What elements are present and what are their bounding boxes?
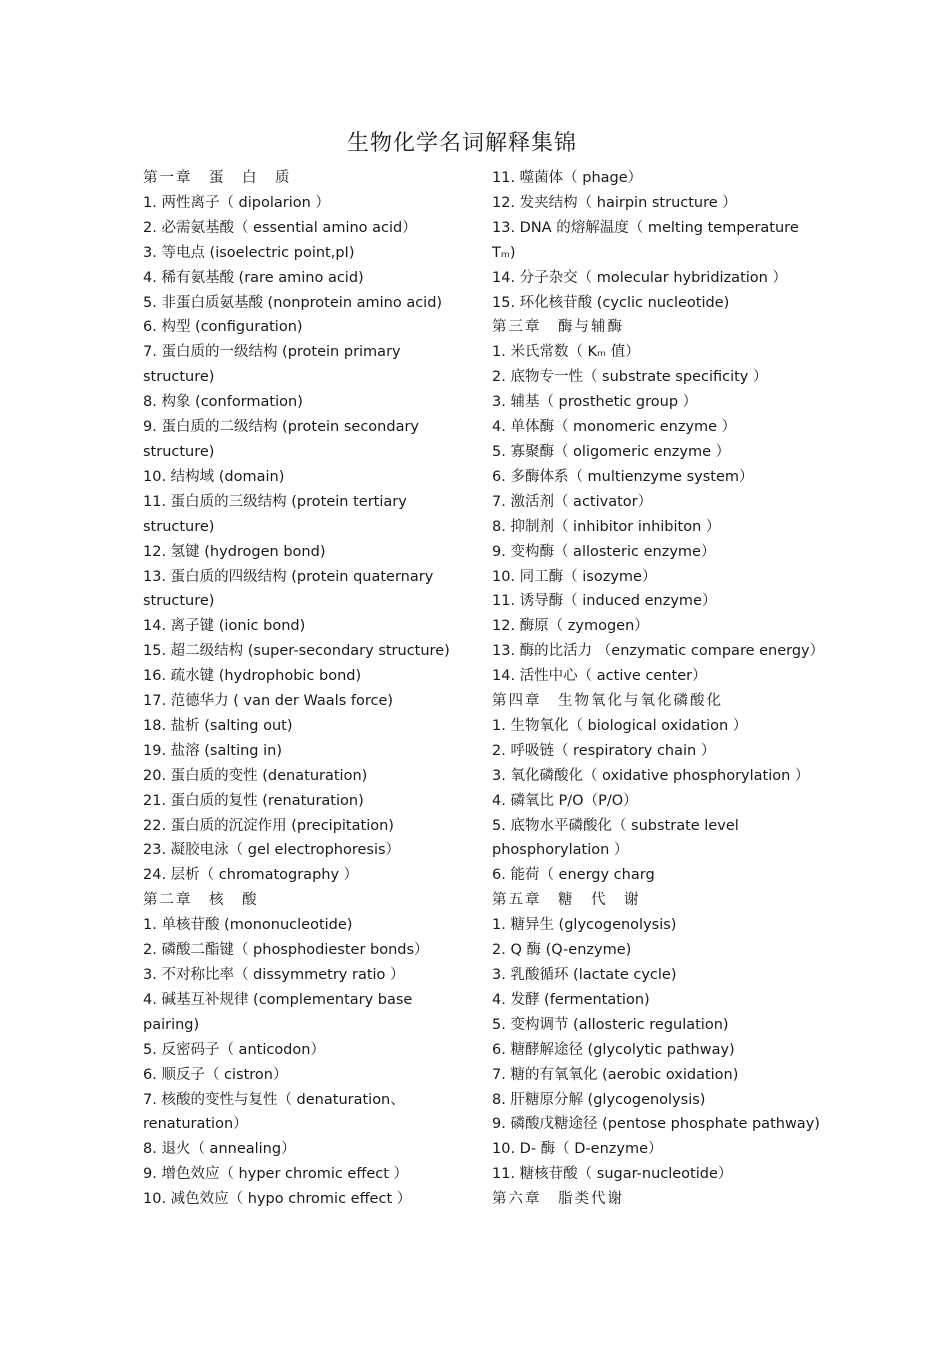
term-line: 5. 反密码子（ anticodon） [143, 1041, 325, 1058]
term-line: 9. 增色效应（ hyper chromic effect ） [143, 1166, 409, 1183]
term-line: 3. 辅基（ prosthetic group ） [492, 394, 698, 411]
term-line: 11. 诱导酶（ induced enzyme） [492, 593, 717, 610]
term-line: 8. 退火（ annealing） [143, 1141, 296, 1158]
term-line: 1. 生物氧化（ biological oxidation ） [492, 717, 748, 734]
term-line: 6. 糖酵解途径 (glycolytic pathway) [492, 1041, 735, 1058]
term-line: 2. 磷酸二酯键（ phosphodiester bonds） [143, 942, 429, 959]
term-line: 5. 非蛋白质氨基酸 (nonprotein amino acid) [143, 294, 443, 311]
term-line: 11. 蛋白质的三级结构 (protein tertiary [143, 493, 407, 510]
right-column [492, 166, 825, 1212]
term-line: 5. 变构调节 (allosteric regulation) [492, 1016, 729, 1033]
term-line: 7. 激活剂（ activator） [492, 493, 653, 510]
term-line: 8. 肝糖原分解 (glycogenolysis) [492, 1091, 706, 1108]
document-title: 生物化学名词解释集锦 [346, 131, 577, 156]
term-line: structure) [143, 518, 215, 535]
term-line: 4. 发酵 (fermentation) [492, 991, 650, 1008]
term-line: 11. 噬菌体（ phage） [492, 170, 643, 186]
term-line: renaturation） [143, 1116, 248, 1133]
term-line: 15. 超二级结构 (super-secondary structure) [143, 643, 450, 660]
term-line: 9. 蛋白质的二级结构 (protein secondary [143, 419, 420, 436]
term-line: 16. 疏水键 (hydrophobic bond) [143, 668, 362, 685]
term-line: structure) [143, 443, 215, 460]
term-line: 10. 结构域 (domain) [143, 468, 285, 485]
term-line: 2. 呼吸链（ respiratory chain ） [492, 742, 716, 759]
chapter-heading: 第四章 生物氧化与氧化磷酸化 [492, 693, 723, 710]
term-line: 1. 单核苷酸 (mononucleotide) [143, 917, 353, 934]
term-line: 22. 蛋白质的沉淀作用 (precipitation) [143, 817, 394, 834]
chapter-heading: 第三章 酶与辅酶 [492, 319, 624, 336]
term-line: 1. 糖异生 (glycogenolysis) [492, 917, 677, 934]
term-line: 13. 酶的比活力 （enzymatic compare energy） [492, 643, 825, 660]
term-line: 14. 活性中心（ active center） [492, 668, 707, 685]
term-line: 12. 氢键 (hydrogen bond) [143, 543, 326, 560]
term-line: 10. 减色效应（ hypo chromic effect ） [143, 1191, 412, 1208]
term-line: 14. 离子键 (ionic bond) [143, 618, 306, 635]
term-line: 3. 等电点 (isoelectric point,pI) [143, 244, 355, 261]
term-line: 20. 蛋白质的变性 (denaturation) [143, 767, 368, 784]
term-line: 11. 糖核苷酸（ sugar-nucleotide） [492, 1166, 733, 1183]
term-line: 3. 乳酸循环 (lactate cycle) [492, 967, 677, 983]
term-line: 1. 两性离子（ dipolarion ） [143, 194, 330, 211]
term-line: 10. 同工酶（ isozyme） [492, 568, 657, 585]
term-line: Tₘ) [492, 244, 516, 261]
term-line: structure) [143, 593, 215, 610]
term-line: 2. 底物专一性（ substrate specificity ） [492, 369, 768, 386]
term-line: 4. 单体酶（ monomeric enzyme ） [492, 419, 737, 436]
term-line: 24. 层析（ chromatography ） [143, 867, 359, 884]
chapter-heading: 第五章 糖 代 谢 [492, 892, 641, 909]
term-line: 8. 抑制剂（ inhibitor inhibiton ） [492, 518, 721, 535]
term-line: 5. 寡聚酶（ oligomeric enzyme ） [492, 443, 731, 460]
term-line: 7. 核酸的变性与复性（ denaturation、 [143, 1091, 405, 1108]
term-line: 9. 变构酶（ allosteric enzyme） [492, 543, 716, 560]
term-line: 13. 蛋白质的四级结构 (protein quaternary [143, 568, 434, 585]
term-line: 6. 能荷（ energy charg [492, 867, 655, 884]
term-line: 14. 分子杂交（ molecular hybridization ） [492, 269, 787, 286]
term-line: 12. 酶原（ zymogen） [492, 618, 649, 635]
term-line: 4. 磷氧比 P/O（P/O） [492, 792, 638, 809]
term-line: 2. Q 酶 (Q-enzyme) [492, 942, 632, 959]
term-line: 3. 不对称比率（ dissymmetry ratio ） [143, 967, 405, 983]
term-line: 9. 磷酸戊糖途径 (pentose phosphate pathway) [492, 1116, 820, 1133]
term-line: 13. DNA 的熔解温度（ melting temperature [492, 219, 799, 236]
chapter-heading: 第六章 脂类代谢 [492, 1191, 624, 1208]
term-line: 1. 米氏常数（ Kₘ 值） [492, 344, 640, 361]
term-line: 7. 糖的有氧氧化 (aerobic oxidation) [492, 1066, 739, 1083]
chapter-heading: 第一章 蛋 白 质 [143, 170, 292, 186]
term-line: 4. 稀有氨基酸 (rare amino acid) [143, 269, 364, 286]
term-line: structure) [143, 369, 215, 386]
term-line: 12. 发夹结构（ hairpin structure ） [492, 194, 737, 211]
term-line: pairing) [143, 1016, 200, 1033]
term-line: 18. 盐析 (salting out) [143, 717, 293, 734]
term-line: 6. 多酶体系（ multienzyme system） [492, 468, 754, 485]
term-line: 8. 构象 (conformation) [143, 394, 303, 411]
left-column [143, 166, 473, 1212]
chapter-heading: 第二章 核 酸 [143, 892, 259, 909]
term-line: 19. 盐溶 (salting in) [143, 742, 282, 759]
term-line: 15. 环化核苷酸 (cyclic nucleotide) [492, 294, 730, 311]
term-line: 3. 氧化磷酸化（ oxidative phosphorylation ） [492, 767, 810, 784]
term-line: 17. 范德华力 ( van der Waals force) [143, 693, 394, 710]
term-line: 23. 凝胶电泳（ gel electrophoresis） [143, 842, 401, 859]
term-line: phosphorylation ） [492, 842, 629, 859]
term-line: 7. 蛋白质的一级结构 (protein primary [143, 344, 401, 361]
term-line: 5. 底物水平磷酸化（ substrate level [492, 817, 739, 834]
term-line: 4. 碱基互补规律 (complementary base [143, 991, 413, 1008]
term-line: 21. 蛋白质的复性 (renaturation) [143, 792, 364, 809]
term-line: 10. D- 酶（ D-enzyme） [492, 1141, 663, 1158]
term-line: 6. 构型 (configuration) [143, 319, 303, 336]
term-line: 6. 顺反子（ cistron） [143, 1066, 288, 1083]
term-line: 2. 必需氨基酸（ essential amino acid） [143, 219, 417, 236]
